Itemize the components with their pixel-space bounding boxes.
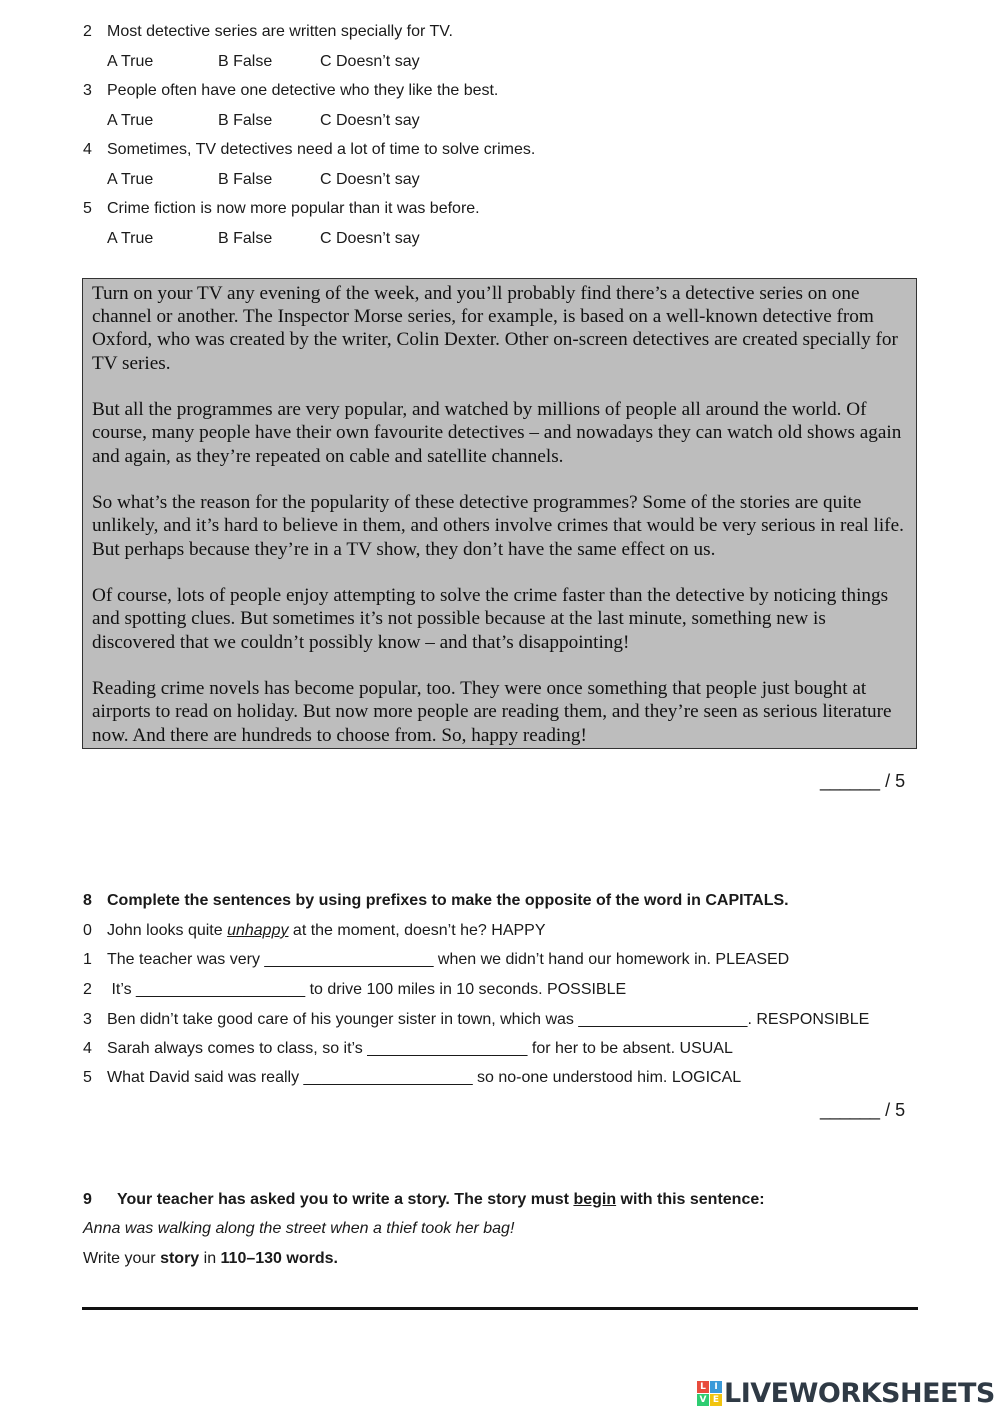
sentence-5[interactable]: 5 What David said was really ___________________ so no-one understood him. LOGICAL (83, 1069, 742, 1086)
question-text: Most detective series are written specially for TV. (107, 23, 453, 40)
question-4: 4 Sometimes, TV detectives need a lot of time to solve crimes. (83, 141, 536, 158)
sentence-2[interactable]: 2 It’s ___________________ to drive 100 miles in 10 seconds. POSSIBLE (83, 981, 627, 998)
sentence-1[interactable]: 1 The teacher was very ___________________ when we didn’t hand our homework in. PLEASED (83, 951, 790, 968)
story-instruction: Write your story in 110–130 words. (83, 1250, 338, 1267)
liveworksheets-logo (697, 1377, 995, 1409)
logo-icon: L I V E (697, 1381, 722, 1406)
passage-paragraph: Of course, lots of people enjoy attempting to solve the crime faster than the detective by noticing things and spotting clues. But sometimes it’s not possible because at the last minute, something new is discovered that we couldn’t possibly know – and that’s disappointing! (92, 585, 889, 653)
option-b[interactable]: B False (218, 112, 273, 129)
sentence-4[interactable]: 4 Sarah always comes to class, so it’s __________________ for her to be absent. USUAL (83, 1040, 733, 1057)
option-a[interactable]: A True (107, 171, 154, 188)
section8-heading: 8 Complete the sentences by using prefixes to make the opposite of the word in CAPITALS. (83, 892, 789, 909)
passage-paragraph: Reading crime novels has become popular, too. They were once something that people just bought at airports to read on holiday. But now more people are reading them, and they’re seen as serious literature now. And there are hundreds to choose from. So, happy reading! (92, 678, 892, 746)
passage-paragraph: Turn on your TV any evening of the week, and you’ll probably find there’s a detective series on one channel or another. The Inspector Morse series, for example, is based on a well-known detective from Oxford, who was created by the writer, Colin Dexter. Other on-screen detectives are created specially for TV series. (92, 283, 898, 374)
option-b[interactable]: B False (218, 53, 273, 70)
option-a[interactable]: A True (107, 53, 154, 70)
logo-text: LIVEWORKSHEETS (724, 1377, 995, 1409)
question-text: People often have one detective who they like the best. (107, 82, 499, 99)
option-c[interactable]: C Doesn’t say (320, 171, 420, 188)
passage-paragraph: But all the programmes are very popular, and watched by millions of people all around the world. Of course, many people have their own favourite detectives – and nowadays they can watch old shows again and again, as they’re repeated on cable and satellite channels. (92, 399, 902, 467)
question-text: Crime fiction is now more popular than it was before. (107, 200, 480, 217)
option-c[interactable]: C Doesn’t say (320, 53, 420, 70)
story-prompt: Anna was walking along the street when a thief took her bag! (83, 1220, 515, 1237)
option-a[interactable]: A True (107, 230, 154, 247)
score-line: ______ / 5 (820, 1100, 906, 1120)
question-text: Sometimes, TV detectives need a lot of time to solve crimes. (107, 141, 536, 158)
example-answer: unhappy (227, 922, 289, 939)
question-3: 3 People often have one detective who they like the best. (83, 82, 499, 99)
section9-heading: 9 Your teacher has asked you to write a story. The story must begin with this sentence: (83, 1191, 765, 1208)
sentence-3[interactable]: 3 Ben didn’t take good care of his younger sister in town, which was ___________________. RESPONSIBLE (83, 1011, 870, 1028)
question-2: 2 Most detective series are written specially for TV. (83, 23, 453, 40)
option-c[interactable]: C Doesn’t say (320, 112, 420, 129)
reading-passage (82, 278, 917, 749)
divider (82, 1307, 918, 1310)
passage-paragraph: So what’s the reason for the popularity of these detective programmes? Some of the stories are quite unlikely, and it’s hard to believe in them, and others involve crimes that would be very serious in real life. But perhaps because they’re in a TV show, they don’t have the same effect on us. (92, 492, 904, 560)
option-a[interactable]: A True (107, 112, 154, 129)
question-5: 5 Crime fiction is now more popular than it was before. (83, 200, 480, 217)
option-c[interactable]: C Doesn’t say (320, 230, 420, 247)
score-line: ______ / 5 (820, 771, 906, 791)
option-b[interactable]: B False (218, 230, 273, 247)
option-b[interactable]: B False (218, 171, 273, 188)
example-sentence: 0 John looks quite unhappy at the moment, doesn’t he? HAPPY (83, 922, 546, 939)
